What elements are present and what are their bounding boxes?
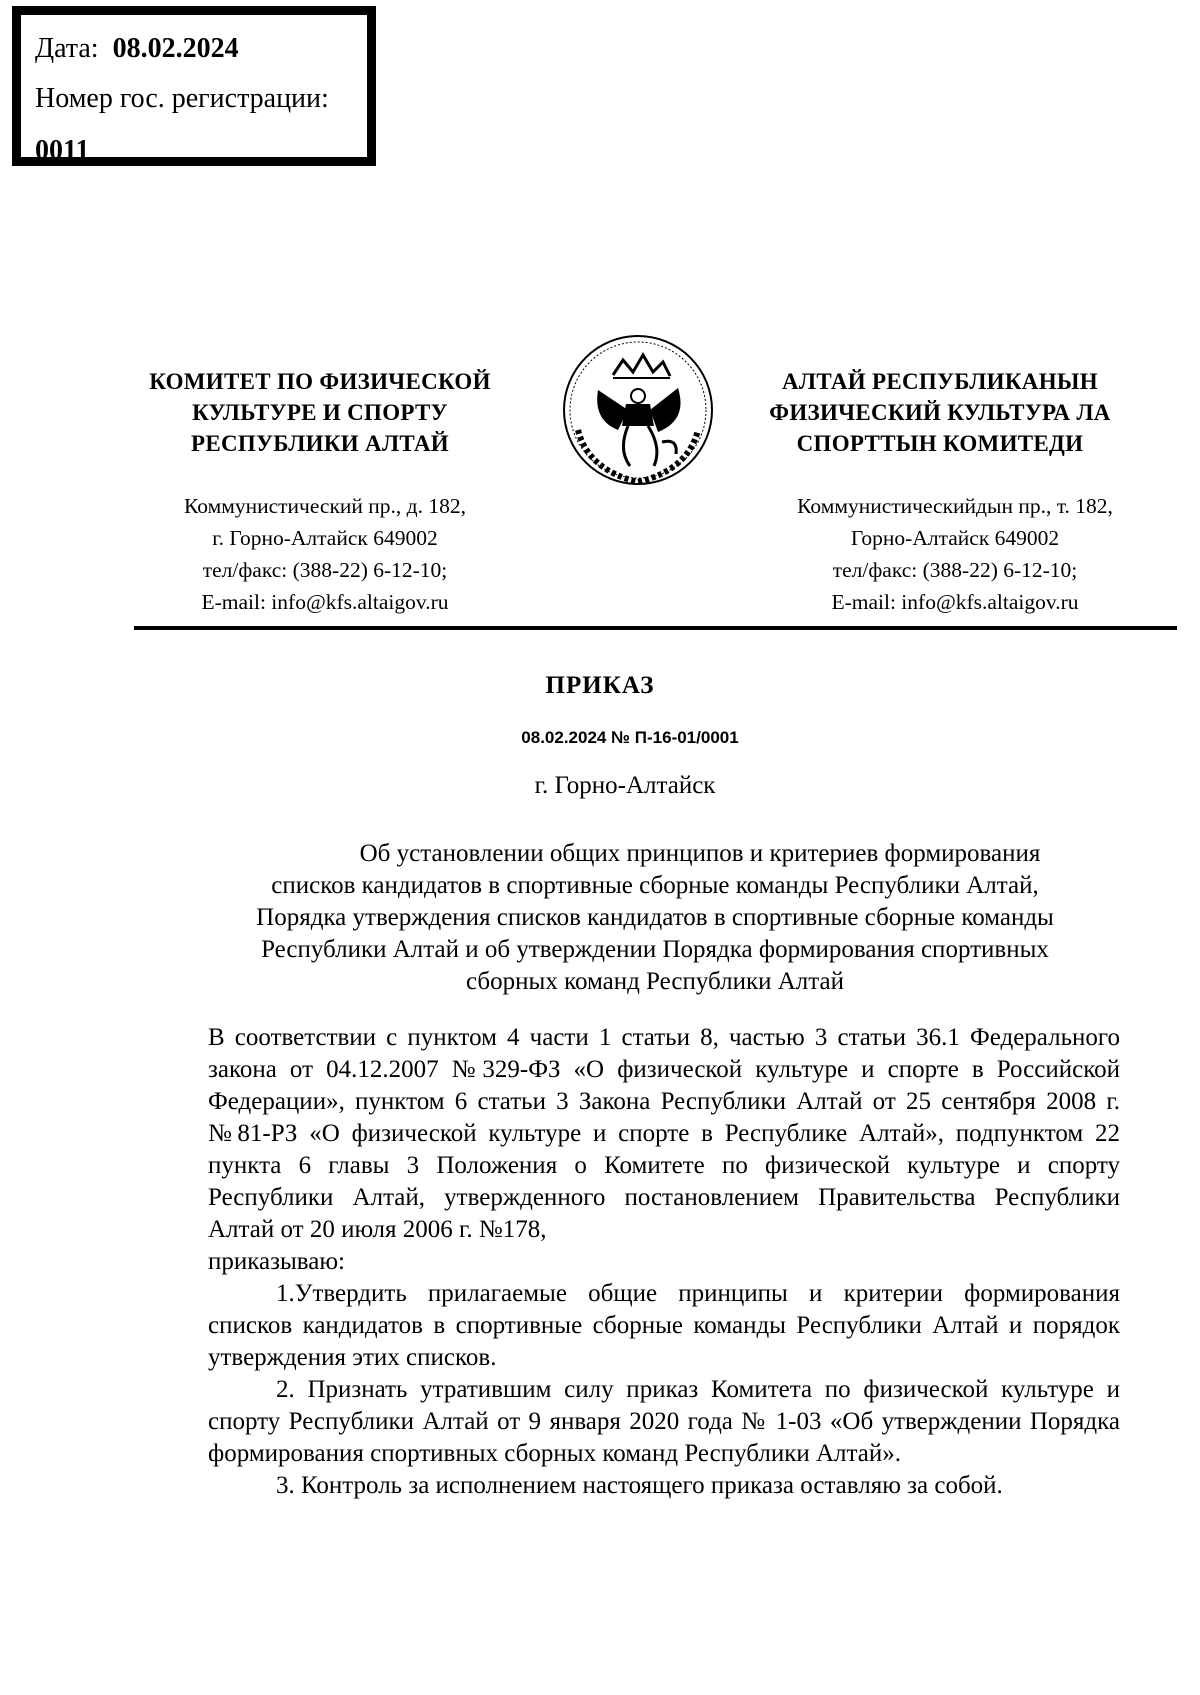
stamp-date-value: 08.02.2024	[112, 33, 239, 64]
address-line: Коммунистический пр., д. 182,	[184, 494, 466, 518]
org-line: АЛТАЙ РЕСПУБЛИКАНЫН	[782, 369, 1098, 394]
address-line: E-mail: info@kfs.altaigov.ru	[831, 590, 1079, 614]
stamp-date-label: Дата:	[35, 33, 99, 64]
address-russian	[140, 490, 510, 618]
org-line: РЕСПУБЛИКИ АЛТАЙ	[191, 431, 449, 456]
address-line: Горно-Алтайск 649002	[850, 526, 1060, 550]
address-line: г. Горно-Алтайск 649002	[212, 526, 438, 550]
subject-line: Порядка утверждения списков кандидатов в спортивные сборные команды	[256, 904, 1054, 931]
address-altai	[755, 490, 1155, 618]
header-divider	[134, 626, 1177, 630]
subject-line: сборных команд Республики Алтай	[466, 968, 844, 995]
address-line: E-mail: info@kfs.altaigov.ru	[201, 590, 449, 614]
address-line: Коммунистическийдын пр., т. 182,	[797, 494, 1113, 518]
document-type: ПРИКАЗ	[545, 672, 655, 699]
subject-line: списков кандидатов в спортивные сборные команды Республики Алтай,	[271, 872, 1039, 899]
document-city: г. Горно-Алтайск	[534, 772, 716, 799]
order-word: приказываю:	[208, 1248, 345, 1275]
org-name-altai	[740, 366, 1140, 459]
order-item-2: 2. Признать утратившим силу приказ Комитета по физической культуре и спорту Республики Алтай от 9 января 2020 года № 1-03 «Об утверждении Порядка формирования спортивных сборных команд Республики Алтай».	[208, 1376, 1120, 1467]
org-line: СПОРТТЫН КОМИТЕДИ	[796, 431, 1084, 456]
subject-line: Республики Алтай и об утверждении Порядка формирования спортивных	[261, 936, 1049, 963]
order-item-3: 3. Контроль за исполнением настоящего приказа оставляю за собой.	[276, 1472, 1003, 1499]
preamble-paragraph: В соответствии с пунктом 4 части 1 статьи 8, частью 3 статьи 36.1 Федерального закона от 04.12.2007 №329-ФЗ «О физической культуре и спорте в Российской Федерации», пунктом 6 статьи 3 Закона Республики Алтай от 25 сентября 2008 г. №81-РЗ «О физической культуре и спорте в Республике Алтай», подпунктом 22 пункта 6 главы 3 Положения о Комитете по физической культуре и спорту Республики Алтай, утвержденного постановлением Правительства Республики Алтай от 20 июля 2006 г. №178,	[208, 1024, 1120, 1243]
org-line: КОМИТЕТ ПО ФИЗИЧЕСКОЙ	[149, 369, 491, 394]
org-line: ФИЗИЧЕСКИЙ КУЛЬТУРА ЛА	[769, 400, 1111, 425]
org-line: КУЛЬТУРЕ И СПОРТУ	[192, 400, 448, 425]
stamp-reg-value: 0011	[35, 135, 90, 166]
address-line: тел/факс: (388-22) 6-12-10;	[202, 558, 448, 582]
stamp-date-row	[35, 33, 239, 65]
address-line: тел/факс: (388-22) 6-12-10;	[832, 558, 1078, 582]
document-number: 08.02.2024 № П-16-01/0001	[521, 728, 739, 747]
coat-of-arms-icon	[558, 330, 718, 490]
order-item-1: 1.Утвердить прилагаемые общие принципы и критерии формирования списков кандидатов в спортивные сборные команды Республики Алтай и порядок утверждения этих списков.	[208, 1280, 1120, 1371]
stamp-reg-label: Номер гос. регистрации:	[35, 83, 329, 114]
document-subject	[195, 838, 1115, 998]
subject-line: Об установлении общих принципов и критериев формирования	[359, 840, 1041, 867]
document-body	[208, 1022, 1120, 1502]
registration-stamp	[12, 6, 376, 166]
org-name-russian	[130, 366, 510, 459]
